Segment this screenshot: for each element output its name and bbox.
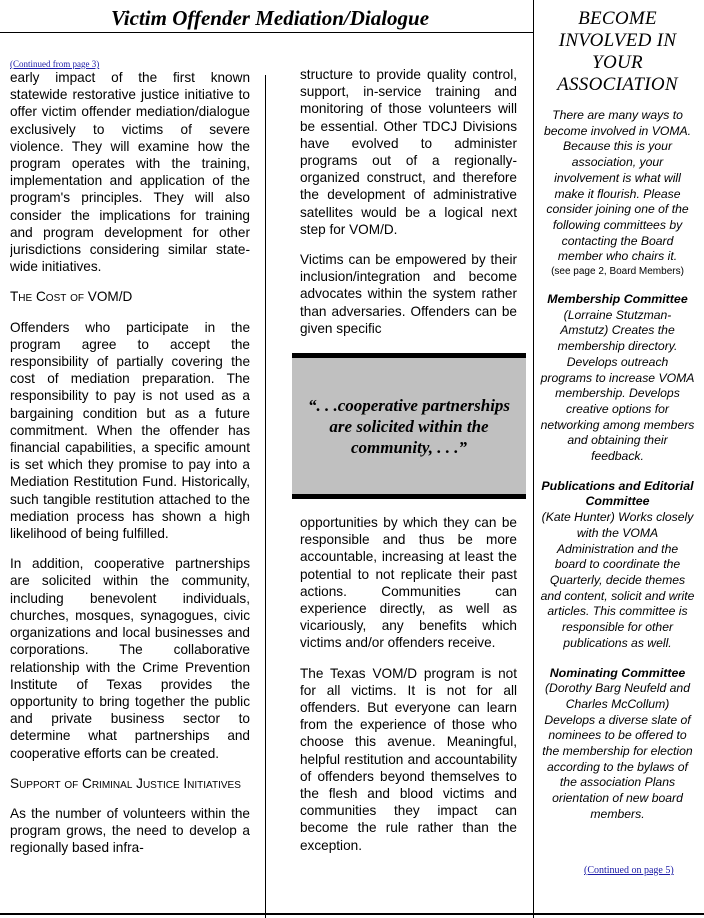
article-column-2-bottom xyxy=(300,514,517,867)
committee-membership xyxy=(540,292,695,465)
title-rule xyxy=(0,32,533,33)
continued-from-link[interactable]: (Continued from page 3) xyxy=(10,59,100,69)
committee-title: Membership Committee xyxy=(547,292,688,307)
section-heading-support: Support of Criminal Justice Initiatives xyxy=(10,775,241,791)
sidebar-intro: There are many ways to become involved in VOMA. Because this is your association, your involvement is what will make it flourish. Please consider joining one of the following committees by contacting the Board member who chairs it. xyxy=(544,108,691,264)
paragraph: opportunities by which they can be responsible and thus be more accountable, increasing at least the potential to not replicate their past actions. Communities can experience directly, as well as vicariously, any benefits which victims and/or offenders receive. xyxy=(300,515,517,651)
committee-description: (Kate Hunter) Works closely with the VOMA Administration and the board to coordinate the Quarterly, decide themes and content, solicit and write articles. This committee is responsible for other publications as well. xyxy=(540,510,695,650)
article-column-2-top xyxy=(300,66,517,350)
sidebar-title: BECOME INVOLVED IN YOUR ASSOCIATION xyxy=(557,8,678,95)
paragraph: Victims can be empowered by their inclusion/integration and become advocates within the system rather than adversaries. Offenders can be given specific xyxy=(300,252,517,336)
section-heading-cost: The Cost of VOM/D xyxy=(10,289,133,305)
paragraph: structure to provide quality control, support, in-service training and monitoring of those volunteers will be essential. Other TDCJ Divisions have evolved to administer programs out of a regionally-organized construct, and therefore the development of administrative satellites would be a logical next step for VOM/D. xyxy=(300,67,517,237)
committee-description: (Lorraine Stutzman-Amstutz) Creates the membership directory. Develops outreach programs to increase VOMA membership. Develops creative options for networking among members and obtaining their feedback. xyxy=(540,307,695,464)
paragraph: Offenders who participate in the program agree to accept the responsibility of partially covering the cost of mediation preparation. The responsibility to pay is not used as a bargaining condition but as a future commitment. When the offender has financial capabilities, a specific amount is set which they promise to pay into a Mediation Restitution Fund. Historically, such tangible restitution attached to the mediation process has shown a high likelihood of being fulfilled. xyxy=(10,319,250,542)
committee-title: Nominating Committee xyxy=(549,665,686,680)
committee-publications xyxy=(540,479,695,652)
pull-quote: “. . .cooperative partnerships are solicited within the community, . . .” xyxy=(307,395,511,457)
article-title: Victim Offender Mediation/Dialogue xyxy=(110,6,430,30)
paragraph: early impact of the first known statewide restorative justice initiative to offer victim offender mediation/dialogue exclusively to victims of severe violence. They will examine how the program operates with the training, implementation and application of the program's principles. They will also consider the implications for training and program development for other jurisdictions considering similar state-wide initiatives. xyxy=(10,70,250,275)
continued-on-link[interactable]: (Continued on page 5) xyxy=(584,865,674,876)
paragraph: As the number of volunteers within the program grows, the need to develop a regionally based infra- xyxy=(10,805,250,856)
column-divider-left xyxy=(265,75,266,918)
committee-title: Publications and Editorial Committee xyxy=(541,478,694,509)
committee-description: (Dorothy Barg Neufeld and Charles McCollum) Develops a diverse slate of nominees to be offered to the membership for election according to the bylaws of the association Plans orientation of new board members. xyxy=(542,681,693,821)
sidebar xyxy=(540,8,695,837)
sidebar-note: (see page 2, Board Members) xyxy=(551,266,684,278)
sidebar-divider xyxy=(533,0,534,918)
paragraph: In addition, cooperative partnerships are solicited within the community, including benevolent individuals, churches, mosques, synagogues, civic organizations and local businesses and corporations. The collaborative relationship with the Crime Prevention Institute of Texas provides the opportunity to bring together the public and private business sector to determine what partnerships and cooperative efforts can be created. xyxy=(10,556,250,761)
pull-quote-box xyxy=(292,353,526,499)
committee-nominating xyxy=(540,666,695,823)
paragraph: The Texas VOM/D program is not for all victims. It is not for all offenders. But everyone can learn from the experience of those who choose this avenue. Meaningful, helpful restitution and accountability of offenders beyond themselves to the flesh and blood victims and communities they impact can become the rule rather than the exception. xyxy=(300,665,517,853)
article-column-1 xyxy=(10,69,250,881)
bottom-rule xyxy=(0,913,704,915)
